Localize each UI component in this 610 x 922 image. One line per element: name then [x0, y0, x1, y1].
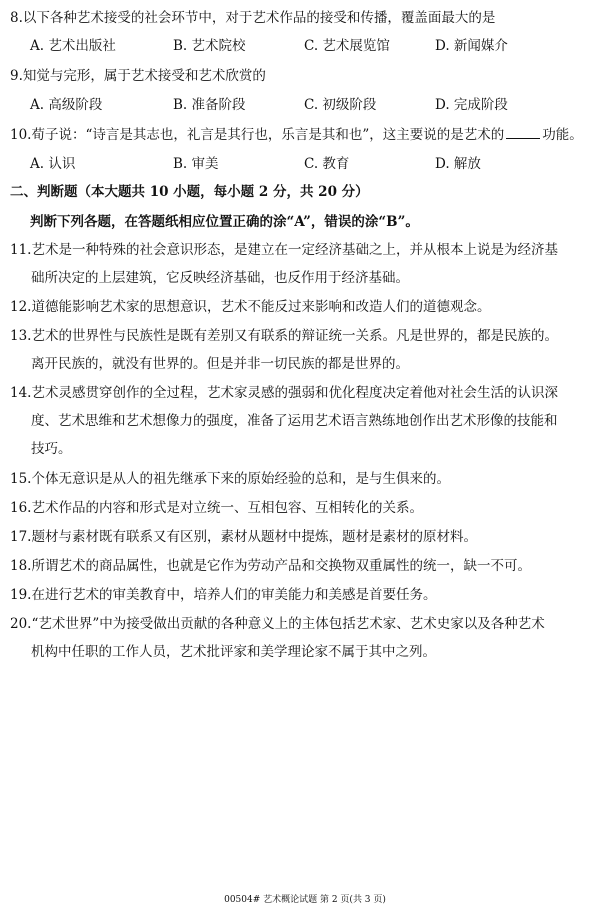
question-12 [10, 293, 598, 321]
question-8 [10, 9, 598, 27]
question-line: 度、艺术思维和艺术想像力的强度，准备了运用艺术语言熟练地创作出艺术形像的技能和 [31, 413, 558, 429]
question-9 [10, 67, 598, 85]
question-number: 15. [10, 471, 32, 487]
option-d: D. 新闻媒介 [435, 38, 508, 54]
option-c: C. 艺术展览馆 [304, 38, 390, 54]
option-c: C. 教育 [304, 156, 350, 172]
question-number: 18. [10, 558, 32, 574]
question-line: 所谓艺术的商品属性，也就是它作为劳动产品和交换物双重属性的统一，缺一不可。 [31, 558, 531, 574]
question-line: 艺术是一种特殊的社会意识形态，是建立在一定经济基础之上，并从根本上说是为经济基 [31, 242, 558, 258]
question-line: 在进行艺术的审美教育中，培养人们的审美能力和美感是首要任务。 [31, 587, 437, 603]
answer-blank [506, 126, 540, 139]
page-footer: 00504# 艺术概论试题 第 2 页(共 3 页) [224, 895, 386, 905]
question-16 [10, 494, 598, 522]
question-17 [10, 523, 598, 551]
question-number: 19. [10, 587, 32, 603]
option-a: A. 认识 [30, 156, 76, 172]
question-number: 14. [10, 385, 32, 401]
question-15 [10, 465, 598, 493]
question-number: 12. [10, 299, 32, 315]
question-stem-before: 荀子说：“诗言是其志也，礼言是其行也，乐言是其和也”，这主要说的是艺术的 [31, 127, 505, 143]
question-line: 道德能影响艺术家的思想意识，艺术不能反过来影响和改造人们的道德观念。 [31, 299, 491, 315]
question-number: 17. [10, 529, 32, 545]
section-instruction: 判断下列各题，在答题纸相应位置正确的涂“A”，错误的涂“B”。 [30, 214, 419, 230]
question-number: 8. [10, 10, 23, 26]
question-line: 题材与素材既有联系又有区别，素材从题材中提炼，题材是素材的原材料。 [31, 529, 477, 545]
question-8-options [30, 37, 600, 55]
question-18 [10, 552, 598, 580]
question-19 [10, 581, 598, 609]
question-line: 础所决定的上层建筑，它反映经济基础，也反作用于经济基础。 [31, 270, 409, 286]
question-line: “艺术世界”中为接受做出贡献的各种意义上的主体包括艺术家、艺术史家以及各种艺术 [31, 616, 545, 632]
question-14 [10, 379, 598, 463]
question-20 [10, 610, 598, 666]
option-b: B. 审美 [173, 156, 219, 172]
question-number: 10. [10, 127, 32, 143]
question-number: 20. [10, 616, 32, 632]
question-11 [10, 236, 598, 292]
question-stem: 知觉与完形，属于艺术接受和艺术欣赏的 [22, 68, 266, 84]
option-b: B. 艺术院校 [173, 38, 246, 54]
option-a: A. 高级阶段 [30, 97, 103, 113]
question-line: 离开民族的，就没有世界的。但是并非一切民族的都是世界的。 [31, 356, 409, 372]
question-10-options [30, 155, 600, 173]
question-9-options [30, 96, 600, 114]
question-stem: 以下各种艺术接受的社会环节中，对于艺术作品的接受和传播，覆盖面最大的是 [22, 10, 496, 26]
question-number: 11. [10, 242, 32, 258]
question-line: 机构中任职的工作人员，艺术批评家和美学理论家不属于其中之列。 [31, 644, 436, 660]
option-d: D. 完成阶段 [435, 97, 508, 113]
question-line: 艺术的世界性与民族性是既有差别又有联系的辩证统一关系。凡是世界的，都是民族的。 [31, 328, 558, 344]
question-10 [10, 126, 598, 144]
question-number: 9. [10, 68, 23, 84]
question-13 [10, 322, 598, 378]
question-line: 艺术灵感贯穿创作的全过程，艺术家灵感的强弱和优化程度决定着他对社会生活的认识深 [31, 385, 558, 401]
question-line: 艺术作品的内容和形式是对立统一、互相包容、互相转化的关系。 [31, 500, 423, 516]
question-number: 13. [10, 328, 32, 344]
question-number: 16. [10, 500, 32, 516]
question-stem-after: 功能。 [542, 127, 583, 143]
option-a: A. 艺术出版社 [30, 38, 116, 54]
section-title: 二、判断题（本大题共 10 小题，每小题 2 分，共 20 分） [10, 184, 369, 200]
option-c: C. 初级阶段 [304, 97, 377, 113]
option-b: B. 准备阶段 [173, 97, 246, 113]
option-d: D. 解放 [435, 156, 481, 172]
question-line: 个体无意识是从人的祖先继承下来的原始经验的总和，是与生俱来的。 [31, 471, 450, 487]
question-line: 技巧。 [31, 441, 72, 457]
